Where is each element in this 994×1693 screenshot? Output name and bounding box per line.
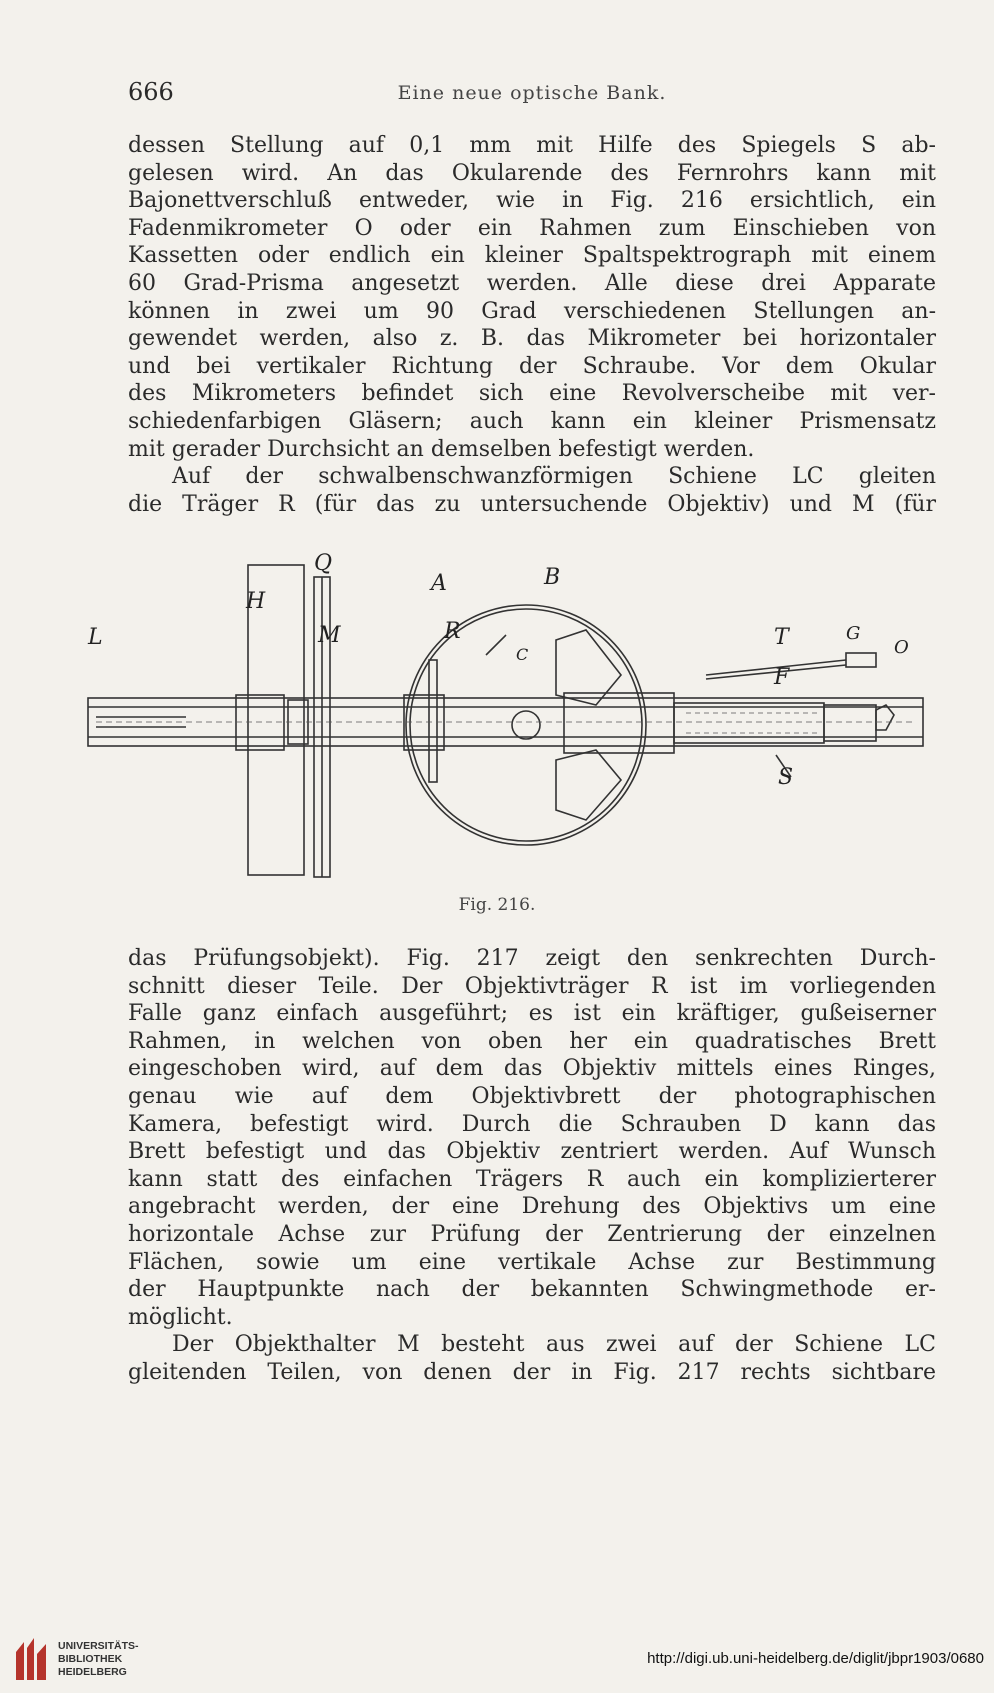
text-line: des Mikrometers befindet sich eine Revolverscheibe mit ver- [128,381,936,407]
label-o: O [894,637,909,658]
running-head [128,78,936,108]
label-b: B [544,565,561,590]
text-line: können in zwei um 90 Grad verschiedenen Stellungen an- [128,298,936,324]
text-line: Brett befestigt und das Objektiv zentriert werden. Auf Wunsch [128,1139,936,1165]
text-line: 60 Grad-Prisma angesetzt werden. Alle diese drei Apparate [128,270,936,296]
text-line: Flächen, sowie um eine vertikale Achse zur Bestimmung [128,1249,936,1275]
text-line: eingeschoben wird, auf dem das Objektiv mittels eines Ringes, [128,1056,936,1082]
library-logo-icon [12,1636,50,1682]
text-line: mit gerader Durchsicht an demselben befestigt werden. [128,436,755,462]
paragraph-1 [128,132,936,463]
text-line: Auf der schwalbenschwanzförmigen Schiene LC gleiten [172,464,936,489]
label-s: S [778,765,794,790]
label-g: G [846,623,861,644]
paragraph-3 [128,945,936,1331]
label-c: C [516,645,529,664]
label-t: T [774,625,789,650]
permalink-url[interactable]: http://digi.ub.uni-heidelberg.de/diglit/jbpr1903/0680 [647,1650,984,1667]
library-name-line: UNIVERSITÄTS- [58,1640,139,1652]
text-line: schiedenfarbigen Gläsern; auch kann ein kleiner Prismensatz [128,408,936,434]
telescope-tube [564,693,674,753]
text-line: horizontale Achse zur Prüfung der Zentrierung der einzelnen [128,1221,936,1247]
text-line: Kamera, befestigt wird. Durch die Schrauben D kann das [128,1111,936,1137]
running-title: Eine neue optische Bank. [397,82,667,104]
paragraph-4 [128,1331,936,1386]
paragraph-2 [128,463,936,518]
text-line: angebracht werden, der eine Drehung des Objektivs um eine [128,1194,936,1220]
label-h: H [246,589,266,614]
label-l: L [88,625,103,650]
library-name-line: HEIDELBERG [58,1666,127,1678]
label-a: A [431,571,447,596]
slider-block-1 [236,695,284,750]
library-name-line: BIBLIOTHEK [58,1653,123,1665]
text-line: Kassetten oder endlich ein kleiner Spaltspektrograph mit einem [128,243,936,269]
text-line: genau wie auf dem Objektivbrett der photographischen [128,1083,936,1109]
text-line: Falle ganz einfach ausgeführt; es ist ein kräftiger, gußeiserner [128,1001,936,1027]
label-f: F [774,665,790,690]
label-m: M [318,623,341,648]
text-line: Fadenmikrometer O oder ein Rahmen zum Einschieben von [128,215,936,241]
text-line: gleitenden Teilen, von denen der in Fig. 217 rechts sichtbare [128,1359,936,1385]
text-line: die Träger R (für das zu untersuchende Objektiv) und M (für [128,491,936,517]
digitization-footer [0,1620,994,1693]
text-line: der Hauptpunkte nach der bekannten Schwingmethode er- [128,1277,936,1303]
text-line: kann statt des einfachen Trägers R auch ein komplizierterer [128,1166,936,1192]
text-line: Rahmen, in welchen von oben her ein quadratisches Brett [128,1028,936,1054]
figure-216 [86,551,986,905]
label-q: Q [314,551,333,576]
pivot-c [512,711,540,739]
library-name [58,1640,139,1679]
figure-caption: Fig. 216. [458,895,536,915]
text-line: möglicht. [128,1304,233,1330]
text-line: gewendet werden, also z. B. das Mikrometer bei horizontaler [128,326,936,352]
text-line: dessen Stellung auf 0,1 mm mit Hilfe des Spiegels S ab- [128,133,936,158]
text-line: gelesen wird. An das Okularende des Fernrohrs kann mit [128,160,936,186]
text-line: schnitt dieser Teile. Der Objektivträger R ist im vorliegenden [128,973,936,999]
text-line: Der Objekthalter M besteht aus zwei auf der Schiene LC [172,1332,936,1357]
optical-bench-drawing [86,555,986,895]
rotating-disk [406,605,646,845]
label-r: R [444,619,461,644]
page-number: 666 [128,78,174,106]
text-line: und bei vertikaler Richtung der Schraube. Vor dem Okular [128,353,936,379]
text-line: das Prüfungsobjekt). Fig. 217 zeigt den senkrechten Durch- [128,946,936,971]
eyepiece-o [876,705,894,730]
text-line: Bajonettverschluß entweder, wie in Fig. 216 ersichtlich, ein [128,188,936,214]
